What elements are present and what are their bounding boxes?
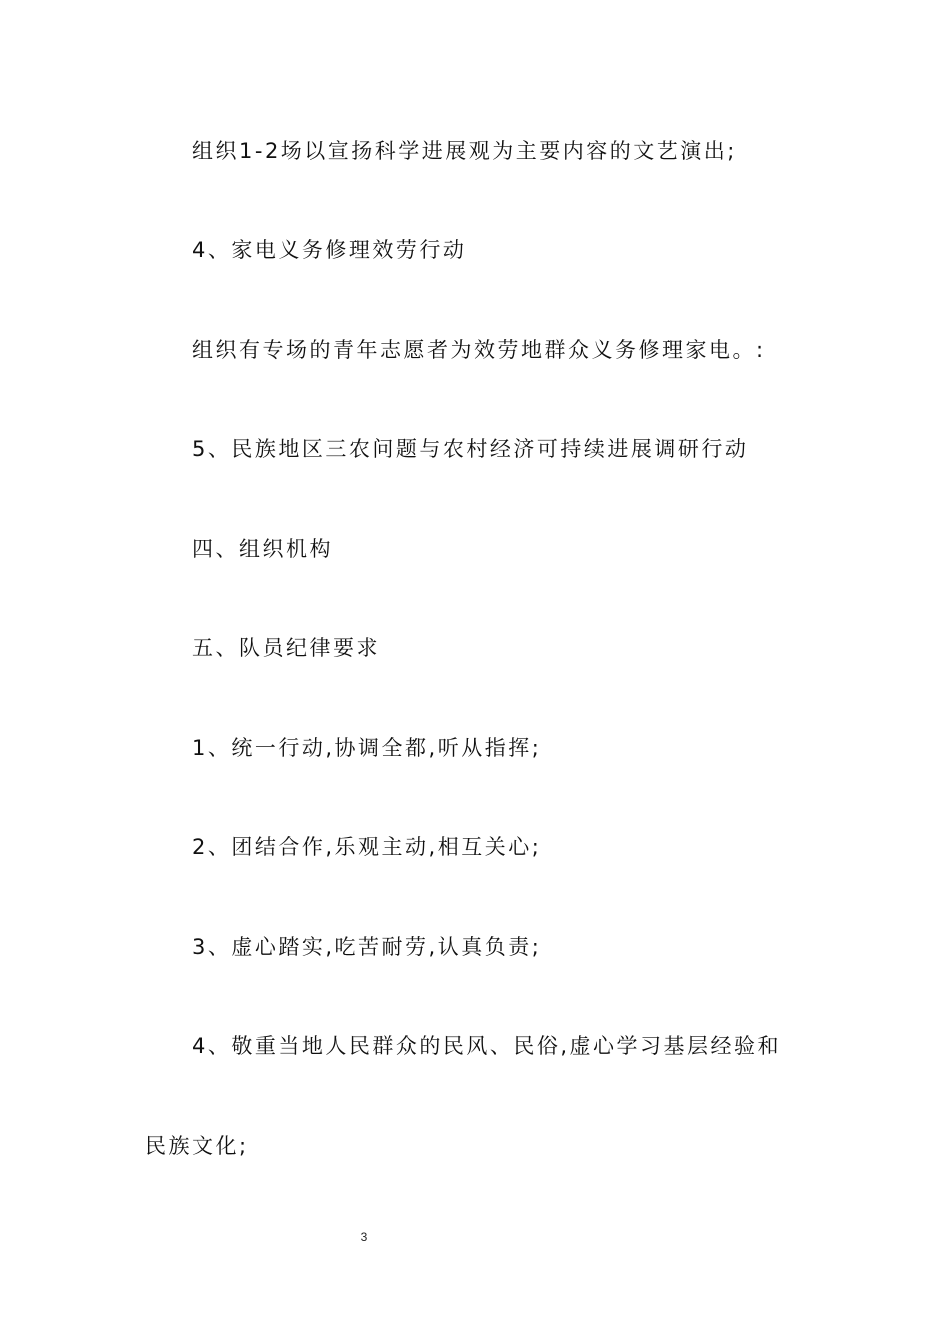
paragraph-appliance-repair: 组织有专场的青年志愿者为效劳地群众义务修理家电。: — [192, 338, 766, 362]
discipline-item-2: 2、团结合作,乐观主动,相互关心; — [192, 835, 542, 859]
heading-rural-research: 5、民族地区三农问题与农村经济可持续进展调研行动 — [192, 437, 749, 461]
discipline-item-4: 4、敬重当地人民群众的民风、民俗,虚心学习基层经验和 — [192, 1034, 782, 1058]
section-heading-organization: 四、组织机构 — [192, 537, 333, 561]
discipline-item-4-continuation: 民族文化; — [145, 1134, 249, 1158]
heading-appliance-repair: 4、家电义务修理效劳行动 — [192, 238, 467, 262]
discipline-item-1: 1、统一行动,协调全都,听从指挥; — [192, 736, 542, 760]
page-number: 3 — [360, 1230, 368, 1244]
section-heading-discipline: 五、队员纪律要求 — [192, 636, 380, 660]
paragraph-performance: 组织1-2场以宣扬科学进展观为主要内容的文艺演出; — [192, 139, 737, 163]
discipline-item-3: 3、虚心踏实,吃苦耐劳,认真负责; — [192, 935, 542, 959]
